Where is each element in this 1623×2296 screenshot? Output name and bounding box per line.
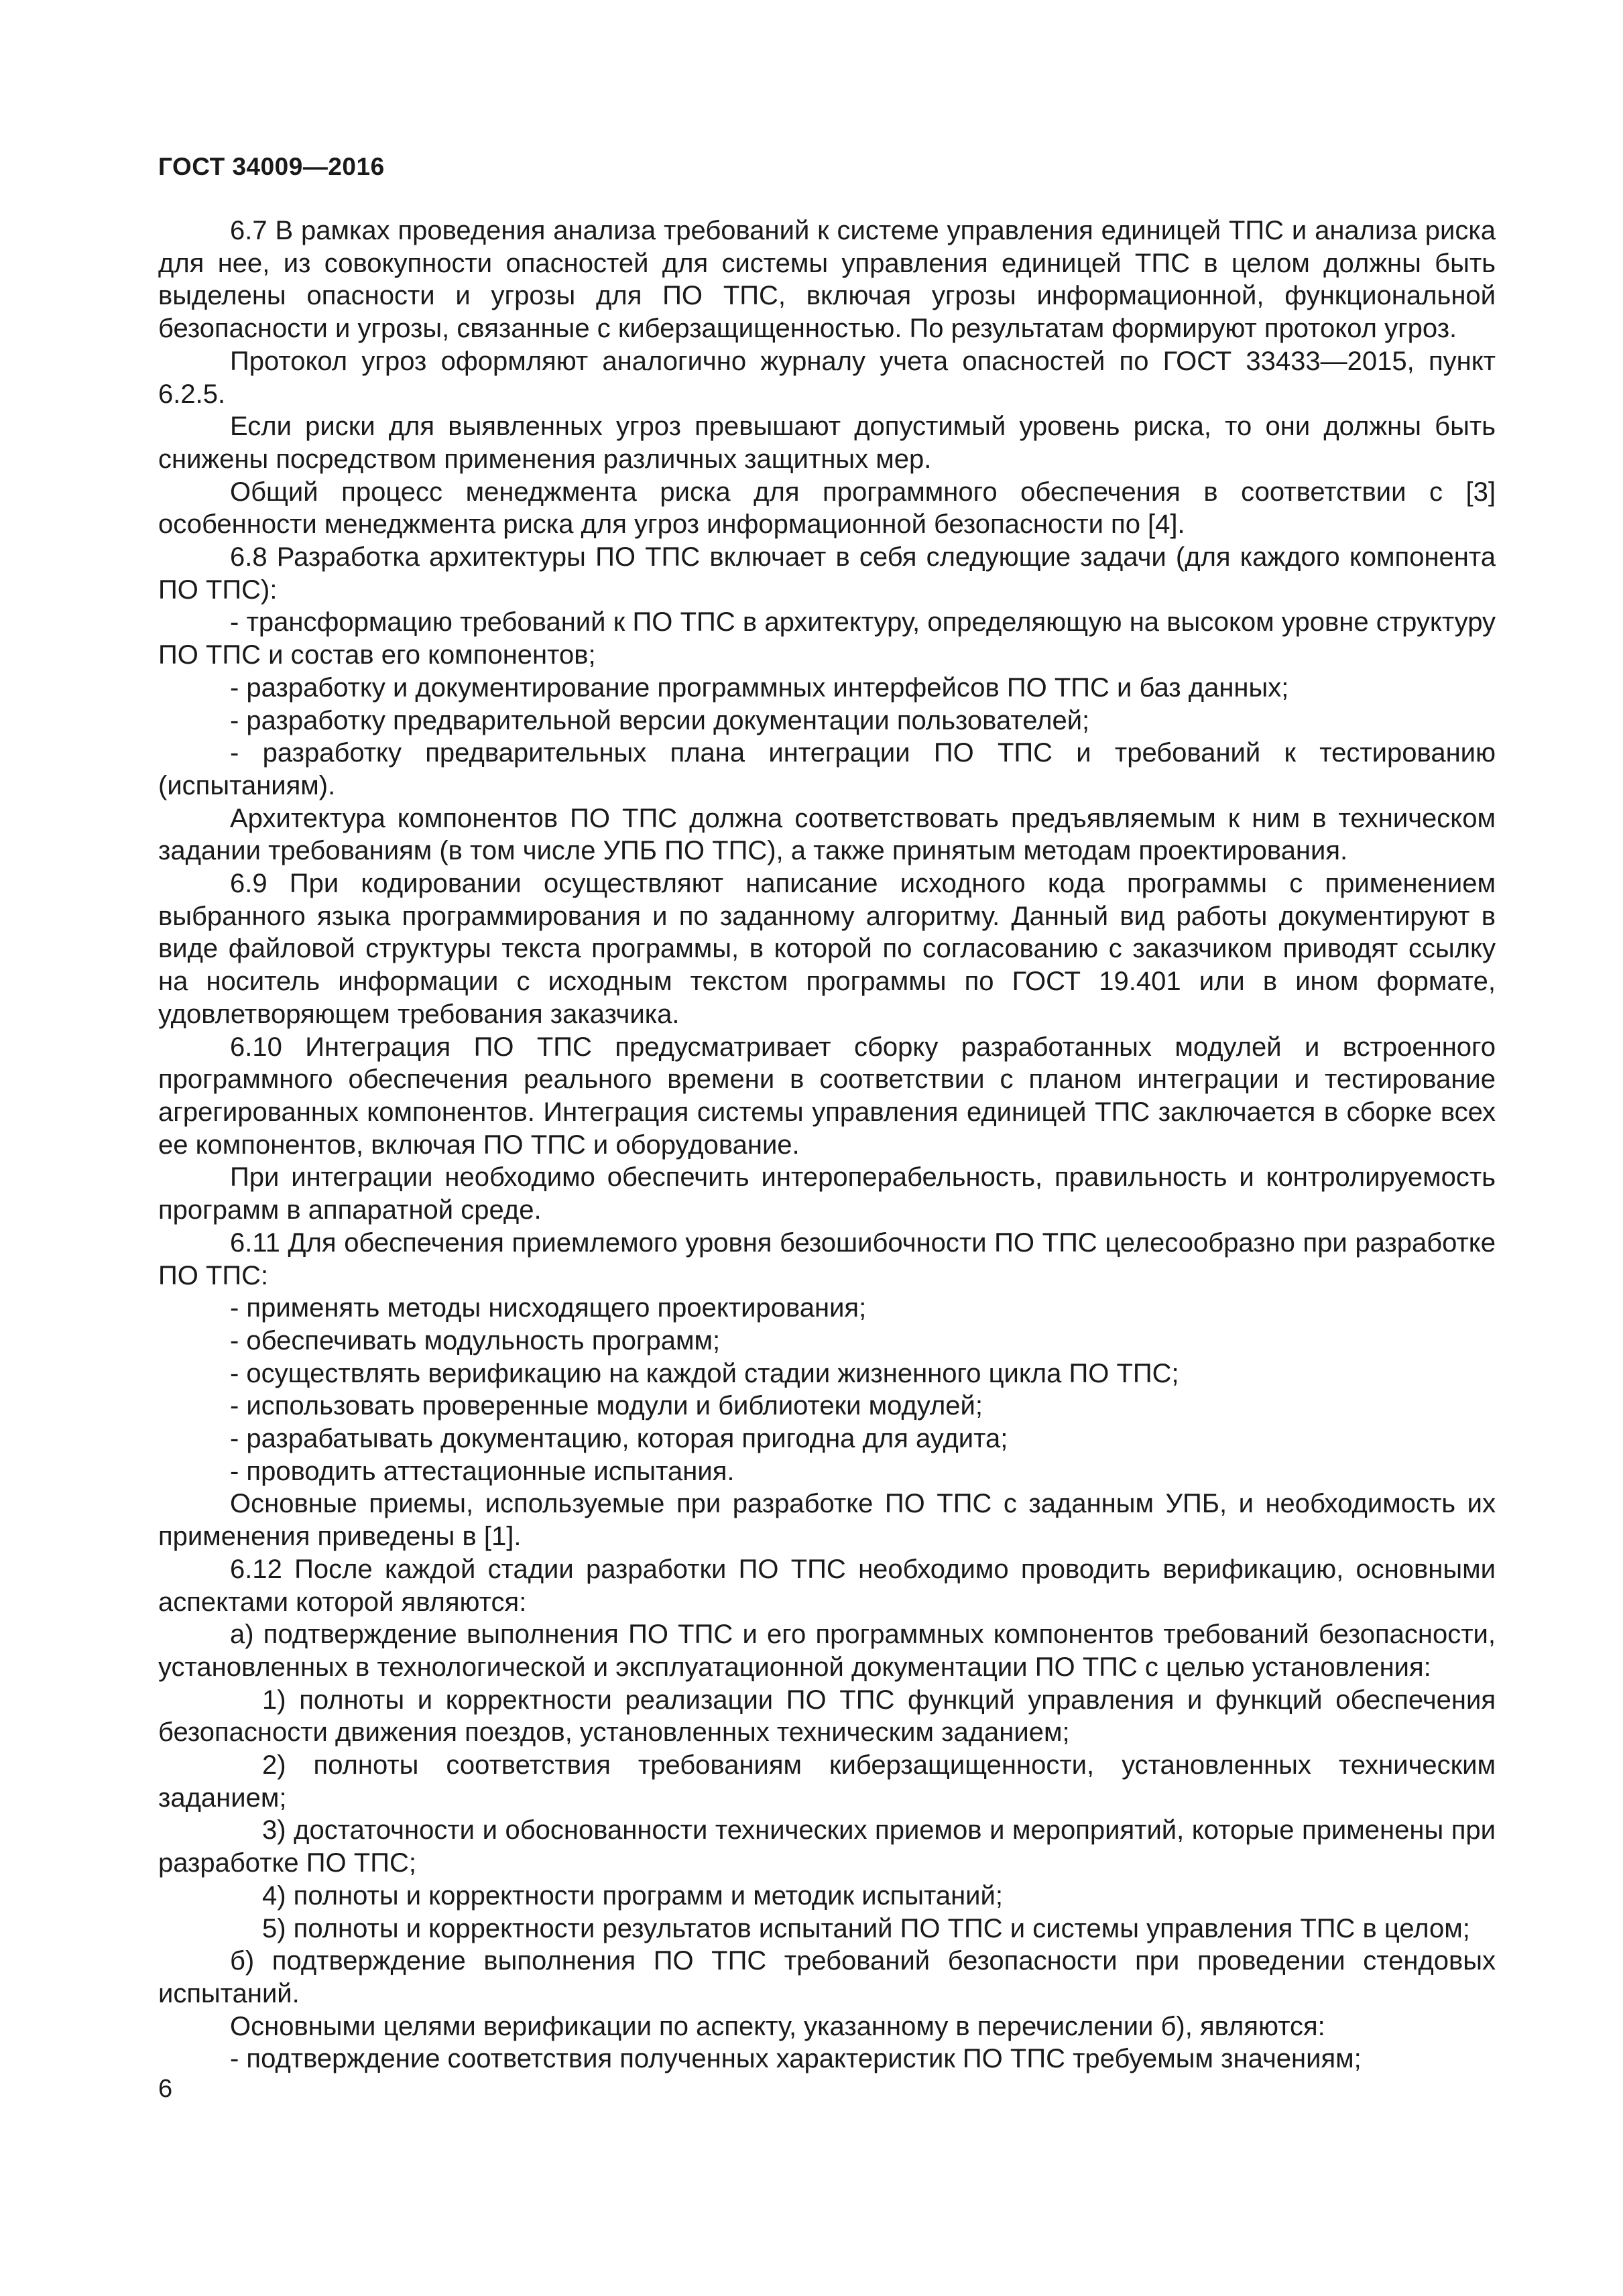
- list-item: - использовать проверенные модули и библиотеки модулей;: [230, 1391, 983, 1421]
- list-item: - проводить аттестационные испытания.: [230, 1456, 735, 1486]
- sub-list-item: 4) полноты и корректности программ и методик испытаний;: [262, 1880, 1003, 1911]
- paragraph: 6.11 Для обеспечения приемлемого уровня безошибочности ПО ТПС целесообразно при разработке ПО ТПС:: [158, 1227, 1496, 1290]
- document-body: [158, 215, 1496, 2075]
- paragraph: Если риски для выявленных угроз превышают допустимый уровень риска, то они должны быть снижены посредством применения различных защитных мер.: [158, 412, 1496, 474]
- list-item: б) подтверждение выполнения ПО ТПС требований безопасности при проведении стендовых испытаний.: [158, 1946, 1496, 2008]
- paragraph: Основные приемы, используемые при разработке ПО ТПС с заданным УПБ, и необходимость их применения приведены в [1].: [158, 1489, 1496, 1552]
- list-item: - подтверждение соответствия полученных характеристик ПО ТПС требуемым значениям;: [230, 2044, 1362, 2074]
- list-item: - разработку предварительных плана интеграции ПО ТПС и требований к тестированию (испытаниям).: [158, 738, 1496, 800]
- sub-list-item: 1) полноты и корректности реализации ПО ТПС функций управления и функций обеспечения безопасности движения поездов, установленных техническим заданием;: [158, 1685, 1496, 1748]
- paragraph: 6.12 После каждой стадии разработки ПО ТПС необходимо проводить верификацию, основными аспектами которой являются:: [158, 1554, 1496, 1617]
- list-item: - обеспечивать модульность программ;: [230, 1325, 721, 1355]
- sub-list-item: 3) достаточности и обоснованности технических приемов и мероприятий, которые применены при разработке ПО ТПС;: [158, 1815, 1496, 1878]
- paragraph: 6.9 При кодировании осуществляют написание исходного кода программы с применением выбранного языка программирования и по заданному алгоритму. Данный вид работы документируют в виде файловой структуры текста программы, в которой по согласованию с заказчиком приводят ссылку на носитель информации с исходным текстом программы по ГОСТ 19.401 или в ином формате, удовлетворяющем требования заказчика.: [158, 869, 1496, 1029]
- list-item: - трансформацию требований к ПО ТПС в архитектуру, определяющую на высоком уровне структуру ПО ТПС и состав его компонентов;: [158, 607, 1496, 670]
- paragraph: Общий процесс менеджмента риска для программного обеспечения в соответствии с [3] особенности менеджмента риска для угроз информационной безопасности по [4].: [158, 477, 1496, 540]
- list-item: - разработку предварительной версии документации пользователей;: [230, 705, 1090, 735]
- list-item: - разработку и документирование программных интерфейсов ПО ТПС и баз данных;: [230, 672, 1289, 703]
- list-item: а) подтверждение выполнения ПО ТПС и его программных компонентов требований безопасности, установленных в технологической и эксплуатационной документации ПО ТПС с целью установления:: [158, 1620, 1496, 1682]
- list-item: - осуществлять верификацию на каждой стадии жизненного цикла ПО ТПС;: [230, 1358, 1179, 1388]
- paragraph: 6.10 Интеграция ПО ТПС предусматривает сборку разработанных модулей и встроенного программного обеспечения реального времени в соответствии с планом интеграции и тестирование агрегированных компонентов. Интеграция системы управления единицей ТПС заключается в сборке всех ее компонентов, включая ПО ТПС и оборудование.: [158, 1032, 1496, 1160]
- list-item: - применять методы нисходящего проектирования;: [230, 1293, 867, 1323]
- document-header: ГОСТ 34009—2016: [158, 153, 385, 180]
- paragraph: При интеграции необходимо обеспечить интероперабельность, правильность и контролируемость программ в аппаратной среде.: [158, 1162, 1496, 1225]
- sub-list-item: 5) полноты и корректности результатов испытаний ПО ТПС и системы управления ТПС в целом;: [262, 1913, 1470, 1943]
- page-number: 6: [158, 2075, 173, 2103]
- paragraph: 6.8 Разработка архитектуры ПО ТПС включает в себя следующие задачи (для каждого компонента ПО ТПС):: [158, 542, 1496, 605]
- sub-list-item: 2) полноты соответствия требованиям киберзащищенности, установленных техническим заданием;: [158, 1750, 1496, 1813]
- list-item: - разрабатывать документацию, которая пригодна для аудита;: [230, 1424, 1008, 1454]
- paragraph: Архитектура компонентов ПО ТПС должна соответствовать предъявляемым к ним в техническом задании требованиям (в том числе УПБ ПО ТПС), а также принятым методам проектирования.: [158, 803, 1496, 866]
- paragraph: Основными целями верификации по аспекту, указанному в перечислении б), являются:: [230, 2011, 1325, 2041]
- paragraph: Протокол угроз оформляют аналогично журналу учета опасностей по ГОСТ 33433—2015, пункт 6.2.5.: [158, 346, 1496, 409]
- paragraph: 6.7 В рамках проведения анализа требований к системе управления единицей ТПС и анализа риска для нее, из совокупности опасностей для системы управления единицей ТПС в целом должны быть выделены опасности и угрозы для ПО ТПС, включая угрозы информационной, функциональной безопасности и угрозы, связанные с киберзащищенностью. По результатам формируют протокол угроз.: [158, 216, 1496, 344]
